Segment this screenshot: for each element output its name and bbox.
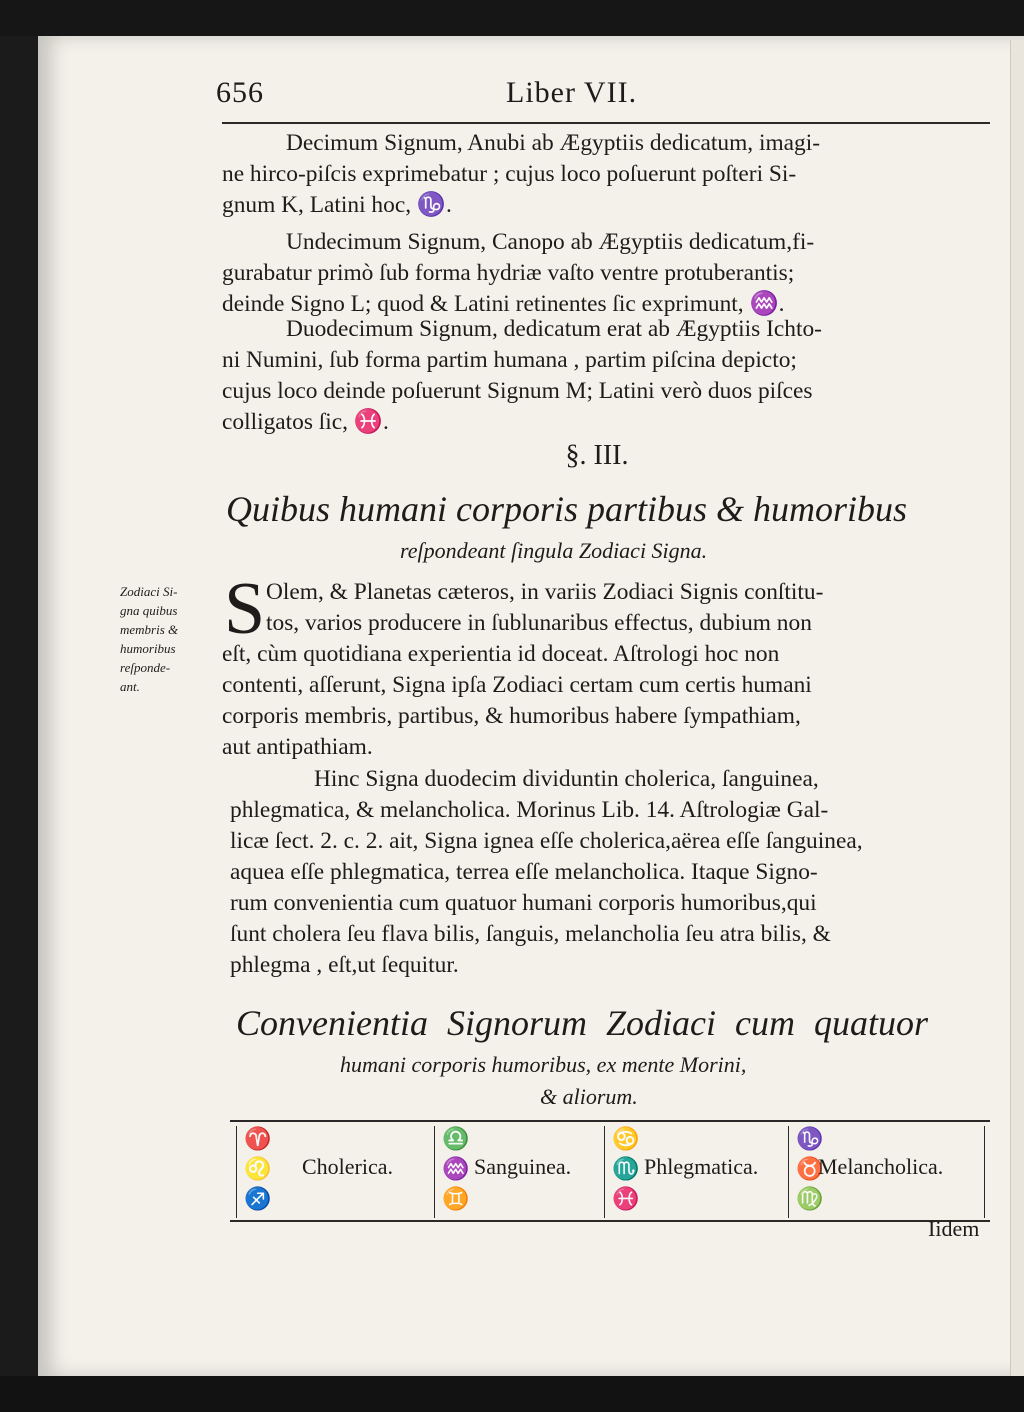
- zodiac-sign: ♋: [612, 1126, 640, 1151]
- text-line: cujus loco deinde poſuerunt Signum M; Latini verò duos piſces: [222, 378, 813, 404]
- table-column-cholerica: [236, 1124, 394, 1220]
- zodiac-sign: ♒: [442, 1156, 470, 1181]
- text-line: deinde Signo L; quod & Latini retinentes ſic exprimunt, ♒.: [222, 291, 785, 317]
- paragraph-hinc: [230, 764, 990, 981]
- zodiac-sign: ♉: [796, 1156, 824, 1181]
- humor-label: Phlegmatica.: [644, 1154, 759, 1179]
- text-line: Olem, & Planetas cæteros, in variis Zodiaci Signis conſtitu-: [266, 579, 824, 605]
- drop-cap: S: [224, 568, 266, 650]
- text-line: gnum K, Latini hoc, ♑.: [222, 192, 452, 218]
- running-title: Liber VII.: [506, 76, 638, 109]
- text-line: rum convenientia cum quatuor humani corporis humoribus,qui: [230, 890, 817, 916]
- text-line: tos, varios producere in ſublunaribus effectus, dubium non: [266, 610, 812, 636]
- table-column-sanguinea: [434, 1124, 572, 1220]
- section-number: §. III.: [565, 440, 629, 471]
- text-line: colligatos ſic, ♓.: [222, 409, 389, 435]
- section-subtitle: reſpondeant ſingula Zodiaci Signa.: [400, 538, 708, 563]
- column-divider: [984, 1126, 985, 1218]
- paragraph-duodecimum: [222, 314, 982, 438]
- zodiac-sign: ♊: [442, 1186, 470, 1211]
- column-divider: [788, 1126, 789, 1218]
- column-divider: [604, 1126, 605, 1218]
- text-line: eſt, cùm quotidiana experientia id doceat. Aſtrologi hoc non: [222, 641, 780, 667]
- margin-note-line: humoribus: [120, 641, 176, 656]
- paragraph-decimum: [222, 128, 982, 221]
- zodiac-sign: ♓: [612, 1186, 640, 1211]
- text-line: phlegmatica, & melancholica. Morinus Lib. 14. Aſtrologiæ Gal-: [230, 797, 829, 823]
- zodiac-sign: ♌: [244, 1156, 272, 1181]
- text-line: phlegma , eſt,ut ſequitur.: [230, 952, 459, 978]
- margin-note-line: reſponde-: [120, 660, 171, 675]
- paragraph-solem: [222, 577, 982, 763]
- humor-label: Cholerica.: [302, 1154, 394, 1179]
- zodiac-sign: ♈: [244, 1126, 272, 1151]
- text-line: ſunt cholera ſeu flava bilis, ſanguis, melancholia ſeu atra bilis, &: [230, 921, 831, 947]
- margin-note-line: gna quibus: [120, 603, 178, 618]
- table-bottom-rule: [230, 1220, 990, 1222]
- catchword: Iidem: [928, 1216, 980, 1241]
- zodiac-sign: ♍: [796, 1186, 824, 1211]
- text-line: contenti, aſſerunt, Signa ipſa Zodiaci certam cum certis humani: [222, 672, 812, 698]
- column-divider: [434, 1126, 435, 1218]
- text-line: ni Numini, ſub forma partim humana , partim piſcina depicto;: [222, 347, 797, 373]
- table-subtitle: humani corporis humoribus, ex mente Morini,: [340, 1052, 747, 1077]
- scan-bottom-border: [0, 1376, 1024, 1412]
- zodiac-sign: ♏: [612, 1156, 640, 1181]
- table-column-phlegmatica: [604, 1124, 759, 1220]
- table-top-rule: [230, 1120, 990, 1122]
- text-line: licæ ſect. 2. c. 2. ait, Signa ignea eſſe cholerica,aërea eſſe ſanguinea,: [230, 828, 863, 854]
- zodiac-sign: ♐: [244, 1186, 272, 1211]
- zodiac-sign: ♎: [442, 1126, 470, 1151]
- text-line: Duodecimum Signum, dedicatum erat ab Ægyptiis Ichto-: [286, 316, 822, 342]
- text-line: aquea eſſe phlegmatica, terrea eſſe melancholica. Itaque Signo-: [230, 859, 818, 885]
- humor-label: Melancholica.: [818, 1154, 944, 1179]
- header-rule: [222, 122, 990, 124]
- text-line: Undecimum Signum, Canopo ab Ægyptiis dedicatum,fi-: [286, 229, 815, 255]
- zodiac-sign: ♑: [796, 1126, 824, 1151]
- margin-note-line: ant.: [120, 679, 140, 694]
- text-line: aut antipathiam.: [222, 734, 373, 760]
- text-line: Hinc Signa duodecim dividuntin cholerica, ſanguinea,: [314, 766, 819, 792]
- margin-note-line: membris &: [120, 622, 179, 637]
- margin-note-line: Zodiaci Si-: [120, 584, 178, 599]
- table-column-melancholica: [788, 1124, 944, 1220]
- table-subtitle-end: & aliorum.: [540, 1084, 638, 1109]
- humor-label: Sanguinea.: [474, 1154, 572, 1179]
- table-title: Convenientia Signorum Zodiaci cum quatuor: [236, 1003, 928, 1043]
- page-number: 656: [216, 76, 264, 109]
- page-edge: [1010, 40, 1024, 1376]
- text-line: ne hirco-piſcis exprimebatur ; cujus loco poſuerunt poſteri Si-: [222, 161, 797, 187]
- text-line: Decimum Signum, Anubi ab Ægyptiis dedicatum, imagi-: [286, 130, 821, 156]
- scan-top-border: [0, 0, 1024, 36]
- text-line: gurabatur primò ſub forma hydriæ vaſto ventre protuberantis;: [222, 260, 795, 286]
- margin-note: [120, 582, 216, 696]
- paragraph-undecimum: [222, 227, 982, 320]
- text-line: corporis membris, partibus, & humoribus habere ſympathiam,: [222, 703, 801, 729]
- column-divider: [236, 1126, 237, 1218]
- section-title: Quibus humani corporis partibus & humoribus: [226, 489, 908, 529]
